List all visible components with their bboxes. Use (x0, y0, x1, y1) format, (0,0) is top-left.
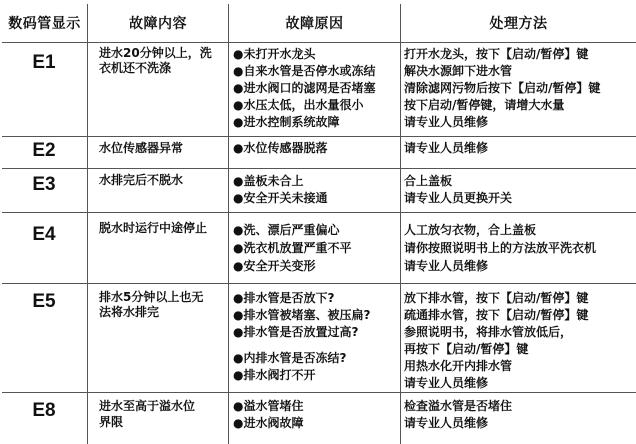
header-fix: 处理方法 (489, 16, 548, 32)
error-code: E8 (32, 400, 56, 421)
fix-item: 请专业人员维修 (404, 376, 489, 390)
cause-item: ●水位传感器脱落 (233, 141, 328, 155)
fault-line: 法将水排完 (99, 305, 160, 319)
cause-item: ●水压太低，出水量很小 (233, 98, 364, 112)
cause-item: ●洗、漂后严重偏心 (233, 223, 340, 237)
fault-causes (233, 290, 399, 384)
error-code: E3 (32, 174, 56, 195)
fix-methods (404, 173, 636, 207)
fix-item: 用热水化开内排水管 (404, 359, 513, 373)
row-divider (2, 168, 636, 169)
cause-item: ●内排水管是否冻结? (233, 351, 347, 365)
header-cause: 故障原因 (285, 16, 344, 32)
cause-item: ●进水阀故障 (233, 416, 304, 430)
fix-item: 请专业人员维修 (404, 416, 489, 430)
fix-item: 检查溢水管是否堵住 (404, 399, 513, 413)
fault-causes (233, 173, 399, 207)
fix-item: 请专业人员维修 (404, 259, 489, 273)
cause-item: ●进水控制系统故障 (233, 115, 340, 129)
fault-description (99, 290, 227, 320)
fault-causes (233, 398, 399, 432)
fault-description (99, 221, 227, 236)
cause-item: ●溢水管堵住 (233, 399, 304, 413)
cause-item: ●盖板未合上 (233, 174, 304, 188)
cause-item: ●未打开水龙头 (233, 47, 316, 61)
row-divider (2, 392, 636, 393)
fault-line: 水排完后不脱水 (99, 173, 184, 187)
fix-item: 请专业人员维修 (404, 115, 489, 129)
fault-causes (233, 221, 399, 275)
cause-item: ●安全开关变形 (233, 259, 316, 273)
cause-spacer (233, 341, 399, 350)
fix-item: 请你按照说明书上的方法放平洗衣机 (404, 241, 597, 255)
error-code: E1 (32, 52, 56, 73)
fault-description (99, 141, 227, 156)
fault-causes (233, 46, 399, 131)
row-divider (2, 42, 636, 43)
cause-item: ●排水阀打不开 (233, 368, 316, 382)
fix-methods (404, 46, 636, 131)
fix-item: 解决水源卸下进水管 (404, 64, 513, 78)
fault-description (99, 46, 227, 76)
fault-line: 脱水时运行中途停止 (99, 221, 208, 235)
fault-line: 排水5分钟以上也无 (99, 290, 204, 304)
fix-item: 人工放匀衣物，合上盖板 (404, 223, 537, 237)
cause-item: ●排水管是否放下? (233, 291, 335, 305)
fault-line: 界限 (99, 415, 124, 429)
fault-causes (233, 141, 399, 156)
cause-item: ●洗衣机放置严重不平 (233, 241, 352, 255)
fault-description (99, 398, 227, 430)
row-divider (2, 136, 636, 137)
fault-line: 水位传感器异常 (99, 141, 184, 155)
cause-item: ●排水管是否放置过高? (233, 325, 359, 339)
cause-item: ●进水阀口的滤网是否堵塞 (233, 81, 376, 95)
fault-line: 进水20分钟以上，洗 (99, 46, 212, 60)
column-divider (400, 4, 401, 444)
fault-description (99, 173, 227, 188)
header-code: 数码管显示 (8, 16, 81, 32)
row-divider (2, 283, 636, 284)
cause-item: ●安全开关未接通 (233, 191, 328, 205)
error-code: E5 (32, 291, 56, 312)
fix-item: 按下启动/暂停键，请增大水量 (404, 98, 565, 112)
fix-item: 请专业人员维修 (404, 141, 489, 155)
fix-item: 疏通排水管，按下【启动/暂停】键 (404, 308, 589, 322)
fault-line: 进水至高于溢水位 (99, 399, 196, 413)
header-fault: 故障内容 (129, 16, 187, 32)
fix-item: 请专业人员更换开关 (404, 191, 513, 205)
fault-line: 衣机还不洗涤 (99, 61, 172, 75)
column-divider (228, 4, 229, 444)
error-code: E4 (32, 224, 56, 245)
row-divider (2, 212, 636, 213)
cause-item: ●自来水管是否停水或冻结 (233, 64, 376, 78)
fix-methods (404, 290, 636, 392)
cause-item: ●排水管被堵塞、被压扁? (233, 308, 371, 322)
column-divider (87, 4, 88, 444)
fix-item: 清除滤网污物后按下【启动/暂停】键 (404, 81, 601, 95)
fix-item: 参照说明书，将排水管放低后， (404, 325, 573, 339)
fix-item: 再按下【启动/暂停】键 (404, 342, 529, 356)
fix-item: 打开水龙头，按下【启动/暂停】键 (404, 47, 589, 61)
error-code: E2 (32, 140, 56, 161)
fix-item: 合上盖板 (404, 174, 453, 188)
fix-methods (404, 221, 636, 275)
fix-methods (404, 141, 636, 156)
fix-item: 放下排水管，按下【启动/暂停】键 (404, 291, 589, 305)
fix-methods (404, 398, 636, 432)
